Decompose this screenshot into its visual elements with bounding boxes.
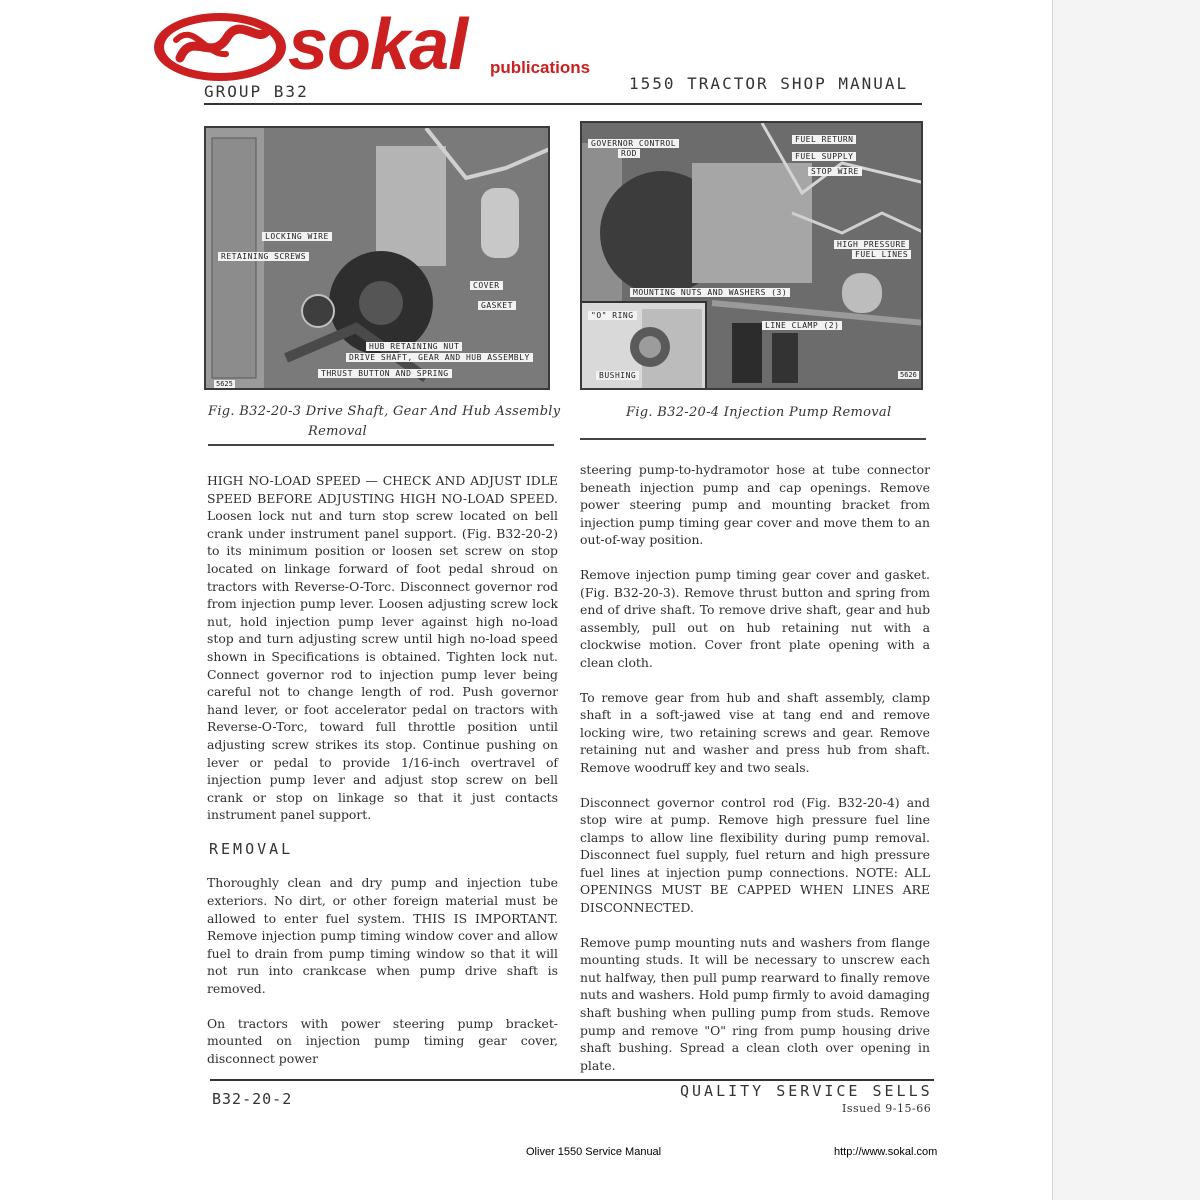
callout-high-pressure: HIGH PRESSURE xyxy=(834,240,909,249)
logo-publications: publications xyxy=(490,58,591,77)
right-column xyxy=(580,461,930,1091)
figure-caption xyxy=(208,402,568,442)
callout-governor-control: GOVERNOR CONTROL xyxy=(588,139,679,148)
caption-line: Removal xyxy=(308,424,367,439)
figure-number: 5625 xyxy=(216,380,233,388)
section-heading-removal: REMOVAL xyxy=(209,839,294,858)
figure-drive-shaft-photo xyxy=(204,126,550,390)
figure-caption: Fig. B32-20-4 Injection Pump Removal xyxy=(626,405,892,420)
figure-injection-pump-photo xyxy=(580,121,923,390)
footer-rule xyxy=(210,1079,934,1081)
paragraph: Remove injection pump timing gear cover and gasket. (Fig. B32-20-3). Remove thrust button and spring from end of drive shaft. To remove drive shaft, gear and hub assembly, pull out on hub retaining nut with a clockwise motion. Cover front plate opening with a clean cloth. xyxy=(580,566,930,670)
callout-drive-shaft-assembly: DRIVE SHAFT, GEAR AND HUB ASSEMBLY xyxy=(346,353,533,362)
paragraph: Thoroughly clean and dry pump and injection tube exteriors. No dirt, or other foreign material must be allowed to enter fuel system. THIS IS IMPORTANT. Remove injection pump timing window cover and allow fuel to drain from pump timing window so that it will not run into crankcase when pump drive shaft is removed. xyxy=(207,875,558,997)
o-ring-inset xyxy=(582,301,707,390)
callout-mounting-nuts: MOUNTING NUTS AND WASHERS (3) xyxy=(630,288,790,297)
manual-title: 1550 TRACTOR SHOP MANUAL xyxy=(629,74,909,93)
callout-line-clamp: LINE CLAMP (2) xyxy=(762,321,842,330)
callout-locking-wire: LOCKING WIRE xyxy=(262,232,332,241)
caption-line: Fig. B32-20-3 Drive Shaft, Gear And Hub Assembly xyxy=(208,404,561,419)
issued-date: Issued 9-15-66 xyxy=(842,1102,932,1115)
callout-stop-wire: STOP WIRE xyxy=(808,167,862,176)
paragraph: HIGH NO-LOAD SPEED — CHECK AND ADJUST IDLE SPEED BEFORE ADJUSTING HIGH NO-LOAD SPEED. Loosen lock nut and turn stop screw located on bell crank under instrument panel support. (Fig. B32-20-2) to its minimum position or loosen set screw on stop located on linkage forward of foot pedal shroud on tractors with Reverse-O-Torc. Disconnect governor rod from injection pump lever. Loosen adjusting screw lock nut, hold injection pump lever against high no-load stop and turn adjusting screw until high no-load speed shown in Specifications is obtained. Tighten lock nut. Connect governor rod to injection pump lever being careful not to change length of rod. Push governor hand lever, or foot accelerator pedal on tractors with Reverse-O-Torc, toward full throttle position until adjusting screw strikes its stop. Continue pushing on lever or pedal to provide 1/16-inch overtravel of injection pump lever and adjust stop screw on bell crank or stop on linkage so that it just contacts instrument panel support. xyxy=(207,473,558,823)
sokal-logo xyxy=(150,6,610,88)
left-column xyxy=(207,472,558,1084)
callout-bushing: BUSHING xyxy=(596,371,639,380)
callout-cover: COVER xyxy=(470,281,503,290)
paragraph: Remove pump mounting nuts and washers from flange mounting studs. It will be necessary to unscrew each nut halfway, then pull pump rearward to finally remove nuts and washers. Hold pump firmly to avoid damaging shaft bushing when pulling pump from studs. Remove pump and remove "O" ring from pump housing drive shaft bushing. Spread a clean cloth over opening in plate. xyxy=(580,934,930,1073)
callout-hub-retaining-nut: HUB RETAINING NUT xyxy=(366,342,462,351)
callout-rod: ROD xyxy=(618,149,640,158)
paragraph: steering pump-to-hydramotor hose at tube connector beneath injection pump and cap openings. Remove power steering pump and mounting bracket from injection pump timing gear cover and move them to an out-of-way position. xyxy=(580,462,930,548)
footer-motto: QUALITY SERVICE SELLS xyxy=(680,1082,933,1100)
sokal-swoosh-icon xyxy=(150,6,290,88)
paragraph: To remove gear from hub and shaft assembly, clamp shaft in a soft-jawed vise at tang end and remove locking wire, two retaining screws and gear. Remove retaining nut and washer and press hub from shaft. Remove woodruff key and two seals. xyxy=(580,689,930,775)
callout-o-ring: "O" RING xyxy=(588,311,637,320)
header-rule xyxy=(204,103,922,105)
page-number: B32-20-2 xyxy=(212,1090,293,1108)
binder-edge xyxy=(1052,0,1200,1200)
caption-rule xyxy=(208,444,554,446)
callout-thrust-button: THRUST BUTTON AND SPRING xyxy=(318,369,452,378)
callout-fuel-return: FUEL RETURN xyxy=(792,135,856,144)
callout-gasket: GASKET xyxy=(478,301,516,310)
callout-fuel-supply: FUEL SUPPLY xyxy=(792,152,856,161)
callout-retaining-screws: RETAINING SCREWS xyxy=(218,252,309,261)
paragraph: Disconnect governor control rod (Fig. B32-20-4) and stop wire at pump. Remove high pressure fuel line clamps to allow line flexibility during pump removal. Disconnect fuel supply, fuel return and high pressure fuel lines at injection pump connections. NOTE: ALL OPENINGS MUST BE CAPPED WHEN LINES ARE DISCONNECTED. xyxy=(580,794,930,916)
caption-rule xyxy=(580,438,926,440)
figure-number: 5626 xyxy=(900,371,917,379)
logo-wordmark: sokal xyxy=(288,5,468,85)
website-url: http://www.sokal.com xyxy=(834,1146,938,1158)
callout-fuel-lines: FUEL LINES xyxy=(852,250,911,259)
document-label: Oliver 1550 Service Manual xyxy=(526,1146,662,1158)
group-label: GROUP B32 xyxy=(204,82,309,101)
paragraph: On tractors with power steering pump bracket-mounted on injection pump timing gear cover, disconnect power xyxy=(207,1015,558,1066)
